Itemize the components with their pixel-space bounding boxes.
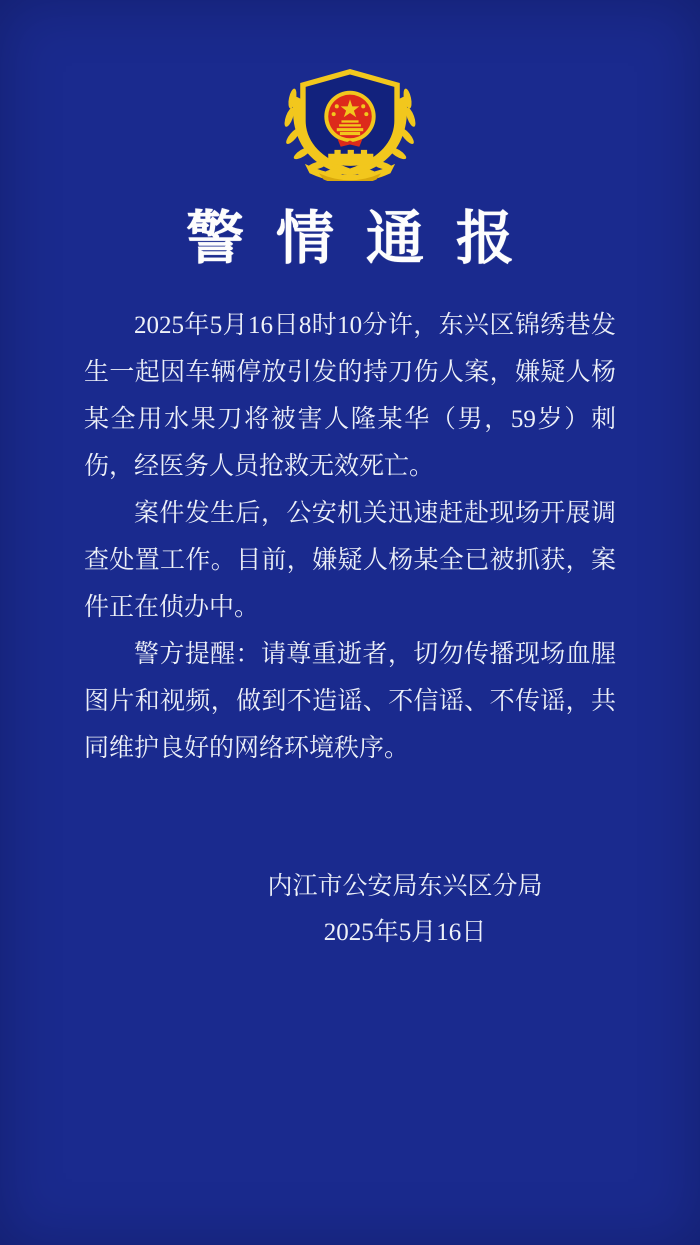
great-wall — [328, 150, 373, 166]
badge-container — [0, 0, 700, 181]
notice-title: 警情通报 — [186, 206, 546, 271]
notice-paragraph-2: 案件发生后，公安机关迅速赶赴现场开展调查处置工作。目前，嫌疑人杨某全已被抓获，案件正在侦办中。 — [84, 499, 616, 621]
issuing-agency: 内江市公安局东兴区分局 — [267, 872, 543, 900]
issue-date: 2025年5月16日 — [323, 918, 487, 946]
notice-paragraph-3: 警方提醒：请尊重逝者，切勿传播现场血腥图片和视频，做到不造谣、不信谣、不传谣，共同维护良好的网络环境秩序。 — [84, 640, 616, 762]
police-badge-icon — [272, 55, 428, 181]
signature-block — [110, 864, 700, 956]
notice-body — [84, 302, 616, 772]
notice-paragraph-1: 2025年5月16日8时10分许，东兴区锦绣巷发生一起因车辆停放引发的持刀伤人案，嫌疑人杨某全用水果刀将被害人隆某华（男，59岁）刺伤，经医务人员抢救无效死亡。 — [84, 311, 616, 480]
